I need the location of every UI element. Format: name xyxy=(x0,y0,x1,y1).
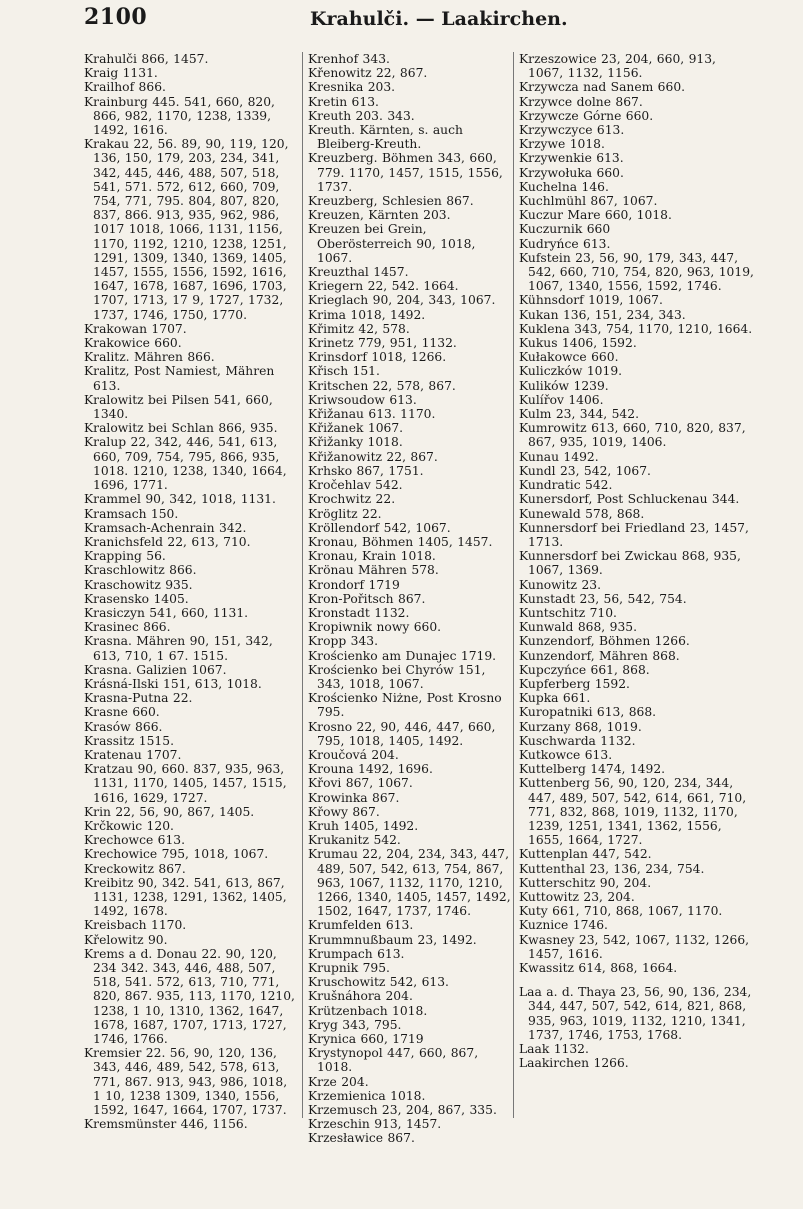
index-entry: Kutkowce 613. xyxy=(519,747,613,762)
index-entry: Krzywe 1018. xyxy=(519,137,605,152)
index-entry: Kupczyńce 661, 868. xyxy=(519,662,650,677)
index-entry: Krenhof 343. xyxy=(308,52,390,66)
index-entry: Kretin 613. xyxy=(308,94,379,109)
index-entry: Krzywenkie 613. xyxy=(519,151,624,166)
index-entry: Krušnáhora 204. xyxy=(308,989,413,1004)
index-entry: Kron-Pořitsch 867. xyxy=(308,591,426,606)
index-entry: Kwasney 23, 542, 1067, 1132, 1266, 1457, 1616. xyxy=(519,932,750,961)
index-entry: Kuliczków 1019. xyxy=(519,364,623,379)
index-entry: Krinetz 779, 951, 1132. xyxy=(308,336,457,351)
index-entry: Křižanowitz 22, 867. xyxy=(308,449,438,464)
index-entry: Kuznice 1746. xyxy=(519,918,608,933)
index-entry: Kreuzberg, Schlesien 867. xyxy=(308,194,474,209)
index-entry: Kuklena 343, 754, 1170, 1210, 1664. xyxy=(519,321,753,336)
index-entry: Kraig 1131. xyxy=(84,66,158,81)
index-entry: Kronau, Böhmen 1405, 1457. xyxy=(308,534,493,549)
index-entry: Kralowitz bei Pilsen 541, 660, 1340. xyxy=(84,392,273,422)
index-entry: Kurzany 868, 1019. xyxy=(519,719,642,734)
index-entry: Krumpach 613. xyxy=(308,946,405,961)
index-entry: Krems a d. Donau 22. 90, 120, 234 342. 343, 446, 488, 507, 518, 541. 572, 613, 710, 771, 820, 867. 935, 113, 1170, 1210, 1238, 1 10, 1310, 1362, 1647, 1678, 1687, 1707, 1713, 1727, 1746, 1766. xyxy=(84,946,295,1047)
index-entry: Kulm 23, 344, 542. xyxy=(519,407,639,422)
index-entry: Kupferberg 1592. xyxy=(519,676,630,691)
index-entry: Krościenko bei Chyrów 151, 343, 1018, 1067. xyxy=(308,662,486,691)
index-entry: Kuttenberg 56, 90, 120, 234, 344, 447, 489, 507, 542, 614, 661, 710, 771, 832, 868, 1019, 1132, 1170, 1239, 1251, 1341, 1362, 1556, 1655, 1664, 1727. xyxy=(519,776,747,848)
index-entry: Krakau 22, 56. 89, 90, 119, 120, 136, 150, 179, 203, 234, 341, 342, 445, 446, 488, 507, 518, 541, 571. 572, 612, 660, 709, 754, 771, 795. 804, 807, 820, 837, 866. 913, 935, 962, 986, 1017 1018, 1066, 1131, 1156, 1170, 1192, 1210, 1238, 1251, 1291, 1309, 1340, 1369, 1405, 1457, 1555, 1556, 1592, 1616, 1647, 1678, 1687, 1696, 1703, 1707, 1713, 17 9, 1727, 1732, 1737, 1746, 1750, 1770. xyxy=(84,137,289,322)
running-head-title: Krahulči. — Laakirchen. xyxy=(310,8,568,30)
index-entry: Krzywołuka 660. xyxy=(519,165,624,180)
index-entry: Krzesławice 867. xyxy=(308,1131,415,1146)
index-entry: Kreisbach 1170. xyxy=(84,918,187,933)
index-entry: Kunnersdorf bei Friedland 23, 1457, 1713. xyxy=(519,520,749,549)
index-entry: Krasna-Putna 22. xyxy=(84,691,193,706)
index-entry: Kropp 343. xyxy=(308,634,379,649)
index-entry: Krzemusch 23, 204, 867, 335. xyxy=(308,1103,497,1118)
index-entry: Kunwald 868, 935. xyxy=(519,620,637,635)
index-entry: Kročehlav 542. xyxy=(308,478,403,493)
index-entry: Krumfelden 613. xyxy=(308,918,414,933)
index-entry: Kulików 1239. xyxy=(519,378,609,393)
index-entry: Krochwitz 22. xyxy=(308,492,396,507)
index-entry: Krásná-Ilski 151, 613, 1018. xyxy=(84,676,262,691)
index-entry: Kuttelberg 1474, 1492. xyxy=(519,762,666,777)
index-entry: Kremsmünster 446, 1156. xyxy=(84,1117,248,1132)
index-entry: Kutterschitz 90, 204. xyxy=(519,875,652,890)
index-entry: Kuty 661, 710, 868, 1067, 1170. xyxy=(519,904,723,919)
index-entry: Krzywczyce 613. xyxy=(519,123,625,138)
index-entry: Křovi 867, 1067. xyxy=(308,776,413,791)
index-entry: Kuschwarda 1132. xyxy=(519,733,636,748)
index-entry: Krosno 22, 90, 446, 447, 660, 795, 1018, 1405, 1492. xyxy=(308,719,496,748)
index-entry: Kresnika 203. xyxy=(308,80,396,95)
index-spacer xyxy=(519,975,754,985)
index-entry: Kralowitz bei Schlan 866, 935. xyxy=(84,421,278,436)
index-entry: Kuczurnik 660 xyxy=(519,222,611,237)
index-entry: Krhsko 867, 1751. xyxy=(308,463,424,478)
index-entry: Kumrowitz 613, 660, 710, 820, 837, 867, 935, 1019, 1406. xyxy=(519,421,746,450)
index-entry: Kundl 23, 542, 1067. xyxy=(519,463,651,478)
page-number: 2100 xyxy=(84,4,148,30)
index-entry: Krondorf 1719 xyxy=(308,577,400,592)
index-entry: Kreuzen, Kärnten 203. xyxy=(308,208,451,223)
index-entry: Kramsach-Achenrain 342. xyxy=(84,520,247,535)
index-entry: Laakirchen 1266. xyxy=(519,1056,629,1071)
index-entry: Kritschen 22, 578, 867. xyxy=(308,378,456,393)
index-entry: Křowy 867. xyxy=(308,804,380,819)
index-entry: Laa a. d. Thaya 23, 56, 90, 136, 234, 344, 447, 507, 542, 614, 821, 868, 935, 963, 1019, 1132, 1210, 1341, 1737, 1746, 1753, 1768. xyxy=(519,985,752,1042)
index-entry: Kreuzberg. Böhmen 343, 660, 779. 1170, 1457, 1515, 1556, 1737. xyxy=(308,151,503,194)
index-entry: Kronau, Krain 1018. xyxy=(308,549,436,564)
index-entry: Krouna 1492, 1696. xyxy=(308,762,433,777)
index-entry: Kuchlmühl 867, 1067. xyxy=(519,194,658,209)
index-entry: Kratenau 1707. xyxy=(84,747,182,762)
index-entry: Krasinec 866. xyxy=(84,620,171,635)
index-entry: Kunzendorf, Böhmen 1266. xyxy=(519,634,690,649)
index-entry: Kunowitz 23. xyxy=(519,577,602,592)
index-entry: Kuttenthal 23, 136, 234, 754. xyxy=(519,861,705,876)
index-entry: Laak 1132. xyxy=(519,1042,589,1057)
index-entry: Křižanau 613. 1170. xyxy=(308,407,436,422)
index-entry: Křelowitz 90. xyxy=(84,932,168,947)
index-entry: Kropiwnik nowy 660. xyxy=(308,620,442,635)
index-entry: Kraschowitz 935. xyxy=(84,577,193,592)
index-entry: Křimitz 42, 578. xyxy=(308,321,410,336)
index-entry: Krammel 90, 342, 1018, 1131. xyxy=(84,492,276,507)
index-entry: Kunzendorf, Mähren 868. xyxy=(519,648,680,663)
index-entry: Kunnersdorf bei Zwickau 868, 935, 1067, 1369. xyxy=(519,549,741,578)
index-entry: Kühnsdorf 1019, 1067. xyxy=(519,293,663,308)
index-entry: Krieglach 90, 204, 343, 1067. xyxy=(308,293,496,308)
index-entry: Křižanek 1067. xyxy=(308,421,404,436)
index-entry: Kreuzen bei Grein, Oberösterreich 90, 1018, 1067. xyxy=(308,222,476,265)
index-entry: Krasne 660. xyxy=(84,705,160,720)
index-entry: Krościenko Niżne, Post Krosno 795. xyxy=(308,691,502,720)
index-entry: Kriegern 22, 542. 1664. xyxy=(308,279,459,294)
index-entry: Kudryńce 613. xyxy=(519,236,611,251)
index-entry: Krummnußbaum 23, 1492. xyxy=(308,932,477,947)
index-entry: Krynica 660, 1719 xyxy=(308,1032,424,1047)
index-entry: Krassitz 1515. xyxy=(84,733,174,748)
index-entry: Kwassitz 614, 868, 1664. xyxy=(519,961,678,975)
index-entry: Krzeszowice 23, 204, 660, 913, 1067, 1132, 1156. xyxy=(519,52,716,81)
index-entry: Krukanitz 542. xyxy=(308,833,401,848)
index-entry: Krasna. Galizien 1067. xyxy=(84,662,227,677)
index-entry: Křenowitz 22, 867. xyxy=(308,66,428,81)
index-entry: Krumau 22, 204, 234, 343, 447, 489, 507, 542, 613, 754, 867, 963, 1067, 1132, 1170, 1210, 1266, 1340, 1405, 1457, 1492, 1502, 1647, 1737, 1746. xyxy=(308,847,511,919)
index-entry: Krapping 56. xyxy=(84,549,166,564)
index-entry: Krasów 866. xyxy=(84,719,163,734)
index-entry: Krinsdorf 1018, 1266. xyxy=(308,350,447,365)
index-entry: Kroučová 204. xyxy=(308,747,399,762)
index-entry: Krčkowic 120. xyxy=(84,818,174,833)
index-entry: Krościenko am Dunajec 1719. xyxy=(308,648,497,663)
index-entry: Krainburg 445. 541, 660, 820, 866, 982, 1170, 1238, 1339, 1492, 1616. xyxy=(84,94,275,138)
index-column-3 xyxy=(513,52,754,1118)
index-entry: Kramsach 150. xyxy=(84,506,179,521)
index-entry: Krechowice 795, 1018, 1067. xyxy=(84,847,269,862)
index-entry: Kronstadt 1132. xyxy=(308,605,410,620)
index-entry: Kreuzthal 1457. xyxy=(308,265,409,280)
index-entry: Kratzau 90, 660. 837, 935, 963, 1131, 1170, 1405, 1457, 1515, 1616, 1629, 1727. xyxy=(84,762,287,805)
index-entry: Kuropatniki 613, 868. xyxy=(519,705,657,720)
index-entry: Kreuth 203. 343. xyxy=(308,108,415,123)
index-entry: Kriwsoudow 613. xyxy=(308,392,417,407)
index-entry: Krönau Mähren 578. xyxy=(308,563,439,578)
index-entry: Krakowan 1707. xyxy=(84,321,187,336)
index-entry: Kulířov 1406. xyxy=(519,392,604,407)
index-entry: Kułakowce 660. xyxy=(519,350,619,365)
index-entry: Kuntschitz 710. xyxy=(519,605,617,620)
index-entry: Kunewald 578, 868. xyxy=(519,506,645,521)
index-entry: Kupka 661. xyxy=(519,691,591,706)
index-entry: Kröllendorf 542, 1067. xyxy=(308,520,451,535)
index-entry: Krze 204. xyxy=(308,1074,369,1089)
index-entry: Kukus 1406, 1592. xyxy=(519,336,637,351)
index-entry: Krzywcza nad Sanem 660. xyxy=(519,80,686,95)
index-entry: Krzywcze Górne 660. xyxy=(519,108,654,123)
index-entry: Kuttenplan 447, 542. xyxy=(519,847,652,862)
index-columns xyxy=(84,52,758,1152)
index-entry: Krzywce dolne 867. xyxy=(519,94,643,109)
index-entry: Kuczur Mare 660, 1018. xyxy=(519,208,672,223)
index-entry: Kruh 1405, 1492. xyxy=(308,818,419,833)
index-entry: Krzemienica 1018. xyxy=(308,1088,426,1103)
index-entry: Křisch 151. xyxy=(308,364,380,379)
index-entry: Kreibitz 90, 342. 541, 613, 867, 1131, 1238, 1291, 1362, 1405, 1492, 1678. xyxy=(84,875,287,919)
index-entry: Kröglitz 22. xyxy=(308,506,382,521)
index-entry: Kufstein 23, 56, 90, 179, 343, 447, 542, 660, 710, 754, 820, 963, 1019, 1067, 1340, 1556, 1592, 1746. xyxy=(519,250,754,294)
index-entry: Krasensko 1405. xyxy=(84,591,189,606)
index-entry: Krützenbach 1018. xyxy=(308,1003,428,1018)
index-entry: Kremsier 22. 56, 90, 120, 136, 343, 446, 489, 542, 578, 613, 771, 867. 913, 943, 986, 1018, 1 10, 1238 1309, 1340, 1556, 1592, 1647, 1664, 1707, 1737. xyxy=(84,1046,288,1118)
index-column-2 xyxy=(302,52,514,1146)
index-entry: Krahulči 866, 1457. xyxy=(84,52,209,66)
index-entry: Kruschowitz 542, 613. xyxy=(308,975,449,990)
index-entry: Krin 22, 56, 90, 867, 1405. xyxy=(84,804,255,819)
index-entry: Krupnik 795. xyxy=(308,961,390,975)
index-entry: Krailhof 866. xyxy=(84,80,166,95)
index-entry: Kuchelna 146. xyxy=(519,179,609,194)
index-entry: Kundratic 542. xyxy=(519,478,613,493)
index-entry: Krzeschin 913, 1457. xyxy=(308,1117,442,1132)
index-entry: Kuttowitz 23, 204. xyxy=(519,889,635,904)
index-entry: Kranichsfeld 22, 613, 710. xyxy=(84,534,251,549)
index-column-1 xyxy=(84,52,296,1131)
index-entry: Kunau 1492. xyxy=(519,449,599,464)
index-entry: Kraschlowitz 866. xyxy=(84,563,197,578)
index-entry: Krowinka 867. xyxy=(308,790,400,805)
index-entry: Krechowce 613. xyxy=(84,833,186,848)
index-entry: Kralitz, Post Namiest, Mähren 613. xyxy=(84,364,275,393)
index-entry: Krasna. Mähren 90, 151, 342, 613, 710, 1 67. 1515. xyxy=(84,634,273,663)
index-entry: Kunstadt 23, 56, 542, 754. xyxy=(519,591,687,606)
index-entry: Kreuth. Kärnten, s. auch Bleiberg-Kreuth. xyxy=(308,123,463,152)
index-entry: Křižanky 1018. xyxy=(308,435,403,450)
index-entry: Kralup 22, 342, 446, 541, 613, 660, 709, 754, 795, 866, 935, 1018. 1210, 1238, 1340, 1664, 1696, 1771. xyxy=(84,435,287,493)
index-entry: Kukan 136, 151, 234, 343. xyxy=(519,307,686,322)
index-entry: Kreckowitz 867. xyxy=(84,861,186,876)
index-entry: Kunersdorf, Post Schluckenau 344. xyxy=(519,492,740,507)
index-entry: Krasiczyn 541, 660, 1131. xyxy=(84,605,249,620)
index-entry: Kralitz. Mähren 866. xyxy=(84,350,215,365)
index-entry: Krima 1018, 1492. xyxy=(308,307,426,322)
index-entry: Krystynopol 447, 660, 867, 1018. xyxy=(308,1046,479,1075)
index-entry: Kryg 343, 795. xyxy=(308,1017,402,1032)
index-entry: Krakowice 660. xyxy=(84,336,182,351)
